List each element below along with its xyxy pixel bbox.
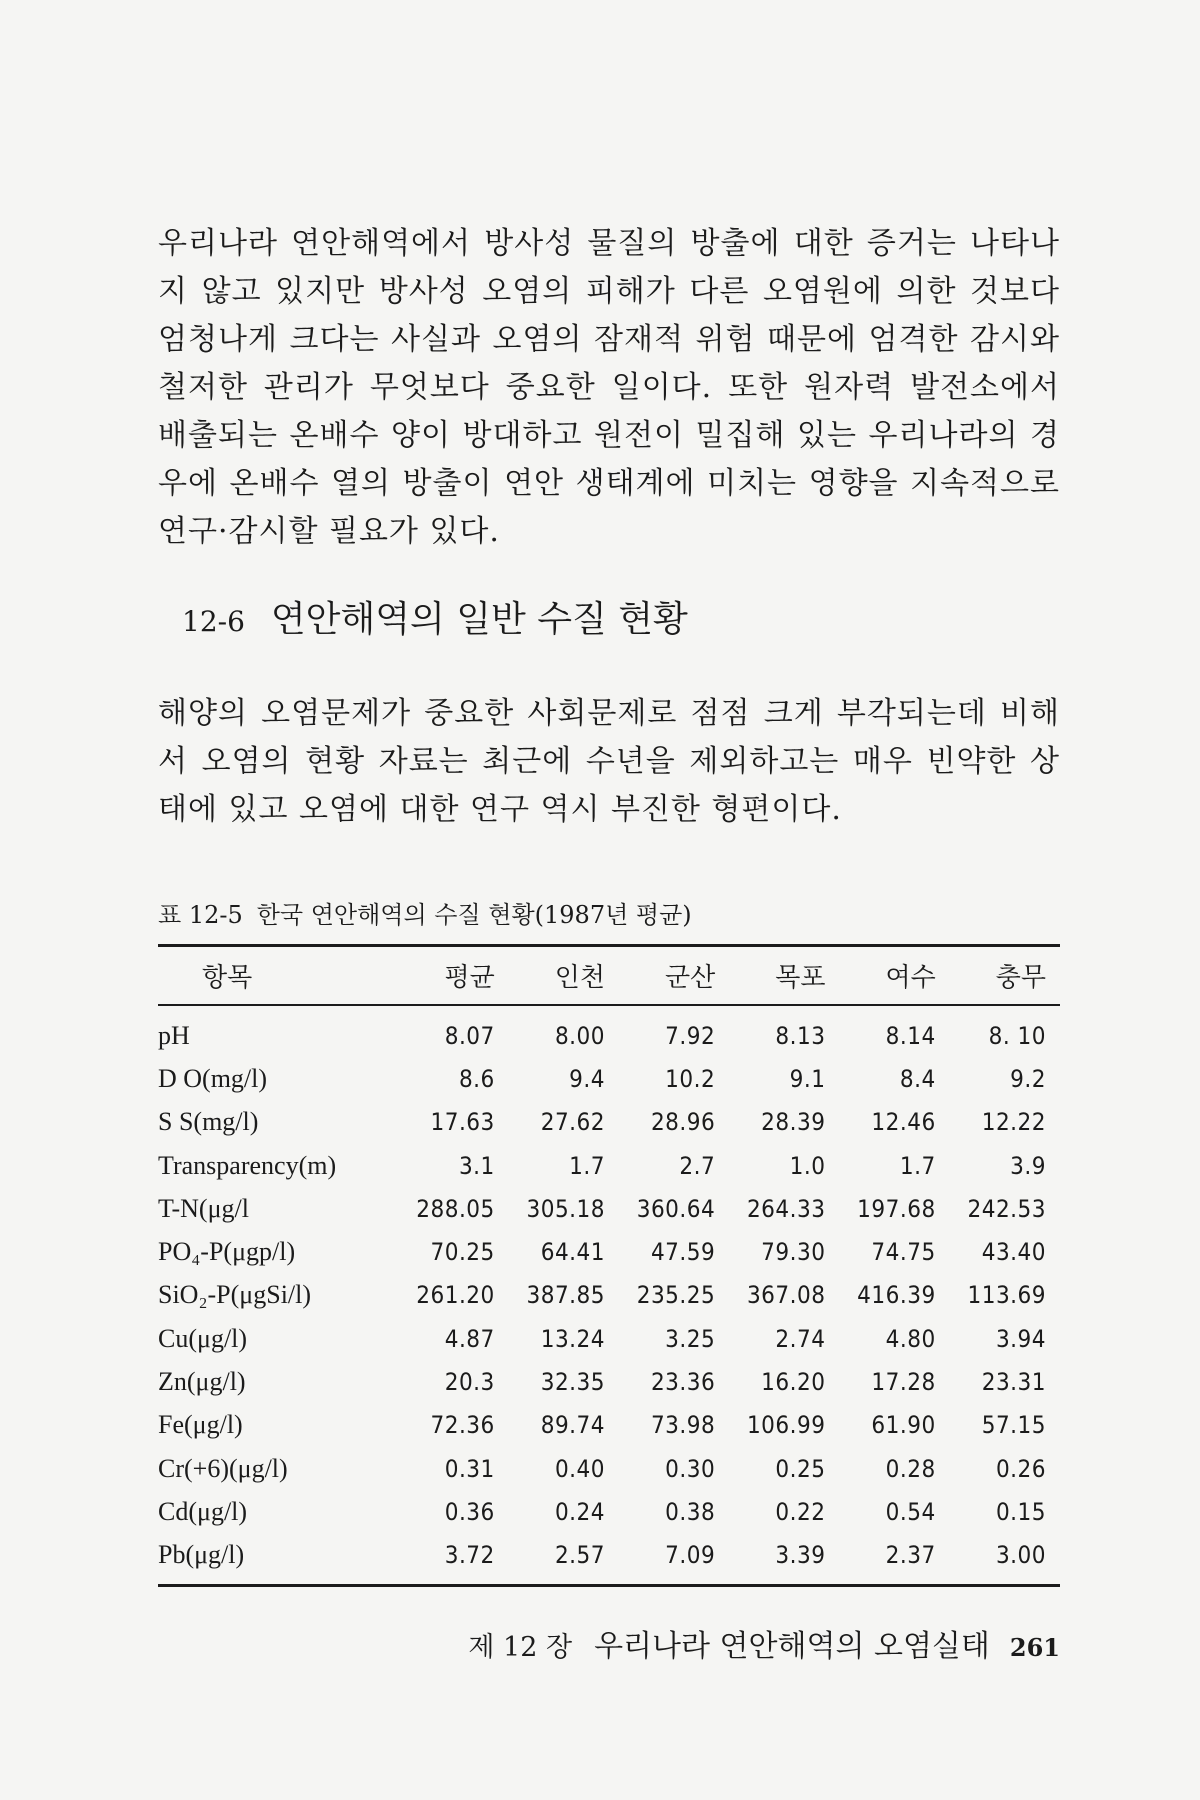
table-cell: 4.80 (885, 1324, 936, 1353)
table-cell: 0.36 (444, 1497, 495, 1526)
table-cell: 3.1 (458, 1151, 495, 1180)
table-cell: 79.30 (761, 1238, 826, 1267)
table-cell: 1.7 (899, 1151, 936, 1180)
table-row (158, 1101, 1060, 1144)
table-header-rule (158, 1004, 1060, 1006)
table-cell: 8.07 (444, 1021, 495, 1050)
table-row (158, 1230, 1060, 1273)
table-cell: 17.63 (430, 1108, 495, 1137)
table-cell: 2.7 (679, 1151, 716, 1180)
table-cell: 0.40 (554, 1454, 605, 1483)
table-cell: 9.4 (569, 1064, 605, 1093)
table-cell: 70.25 (430, 1238, 495, 1267)
table-row (158, 1144, 1060, 1187)
row-item-label: S S(mg/l) (158, 1107, 259, 1137)
table-cell: 0.31 (444, 1454, 495, 1483)
table-cell: 28.96 (650, 1108, 716, 1137)
table-cell: 387.85 (526, 1281, 605, 1310)
table-cell: 3.72 (444, 1541, 495, 1570)
row-item-label: Cr(+6)(μg/l) (158, 1453, 288, 1483)
table-header (158, 950, 1060, 1000)
table-cell: 23.31 (981, 1368, 1046, 1397)
table-header-row (158, 950, 1060, 1000)
table-cell: 242.53 (967, 1194, 1046, 1223)
intro-paragraph: 우리나라 연안해역에서 방사성 물질의 방출에 대한 증거는 나타나지 않고 있지만 방사성 오염의 피해가 다른 오염원에 의한 것보다 엄청나게 크다는 사실과 오염의 잠재적 위험 때문에 엄격한 감시와 철저한 관리가 무엇보다 중요한 일이다. 또한 원자력 발전소에서 배출되는 온배수 양이 방대하고 원전이 밀집해 있는 우리나라의 경우에 온배수 열의 방출이 연안 생태계에 미치는 영향을 지속적으로 연구·감시할 필요가 있다. (158, 226, 1060, 549)
section-title: 연안해역의 일반 수질 현황 (270, 599, 688, 640)
row-item-label: pH (158, 1020, 190, 1050)
header-column: 인천 (554, 962, 605, 992)
row-item-label: T-N(μg/l (158, 1193, 249, 1223)
table-row (158, 1404, 1060, 1447)
table-cell: 360.64 (636, 1194, 716, 1223)
table-cell: 61.90 (871, 1411, 936, 1440)
table-cell: 3.94 (995, 1324, 1046, 1353)
row-item-label: Cd(μg/l) (158, 1496, 248, 1526)
header-item: 항목 (202, 962, 253, 992)
table-cell: 4.87 (444, 1324, 495, 1353)
row-item-label: Cu(μg/l) (158, 1323, 248, 1353)
table-cell: 113.69 (967, 1281, 1046, 1310)
section-heading (182, 598, 688, 644)
table-cell: 9.1 (789, 1064, 826, 1093)
table-cell: 264.33 (746, 1194, 826, 1223)
table-row (158, 1187, 1060, 1230)
table-cell: 0.54 (885, 1497, 936, 1526)
header-column: 여수 (885, 962, 936, 992)
table-cell: 197.68 (857, 1194, 936, 1223)
table-row (158, 1317, 1060, 1360)
table-cell: 416.39 (857, 1281, 936, 1310)
table-cell: 16.20 (761, 1368, 826, 1397)
table-cell: 8. 10 (988, 1021, 1046, 1050)
table-row (158, 1014, 1060, 1057)
table-caption (158, 899, 706, 931)
row-item-label: Fe(μg/l) (158, 1410, 243, 1440)
table-cell: 47.59 (650, 1238, 716, 1267)
table-bottom-rule (158, 1584, 1060, 1587)
table-top-rule (158, 944, 1060, 947)
table-row (158, 1534, 1060, 1577)
table-cell: 8.4 (899, 1064, 936, 1093)
table-cell: 0.24 (554, 1497, 605, 1526)
table-cell: 28.39 (761, 1108, 826, 1137)
table-cell: 72.36 (430, 1411, 495, 1440)
table-cell: 288.05 (416, 1194, 495, 1223)
table-cell: 27.62 (540, 1108, 605, 1137)
table-cell: 74.75 (871, 1238, 936, 1267)
table-cell: 3.39 (775, 1541, 826, 1570)
table-cell: 0.28 (885, 1454, 936, 1483)
table-cell: 2.74 (775, 1324, 826, 1353)
table-cell: 43.40 (981, 1238, 1046, 1267)
table-cell: 0.26 (995, 1454, 1046, 1483)
row-item-label: SiO₂-P(μgSi/l) (158, 1280, 312, 1310)
water-quality-table (158, 1014, 1060, 1577)
section-paragraph: 해양의 오염문제가 중요한 사회문제로 점점 크게 부각되는데 비해서 오염의 현황 자료는 최근에 수년을 제외하고는 매우 빈약한 상태에 있고 오염에 대한 연구 역시 부진한 형편이다. (158, 696, 1060, 827)
table-cell: 0.15 (995, 1497, 1046, 1526)
header-column: 군산 (665, 962, 716, 992)
table-cell: 0.25 (775, 1454, 826, 1483)
table-cell: 0.22 (775, 1497, 826, 1526)
footer-title: 우리나라 연안해역의 오염실태 (594, 1629, 990, 1664)
row-item-label: D O(mg/l) (158, 1063, 268, 1093)
table-cell: 89.74 (540, 1411, 605, 1440)
table-cell: 7.09 (665, 1541, 716, 1570)
page-footer (468, 1627, 1060, 1668)
table-cell: 2.57 (554, 1541, 605, 1570)
table-cell: 12.46 (871, 1108, 936, 1137)
table-cell: 20.3 (444, 1368, 495, 1397)
table-cell: 235.25 (636, 1281, 716, 1310)
header-column: 충무 (995, 962, 1046, 992)
table-cell: 3.25 (665, 1324, 716, 1353)
table-cell: 0.38 (665, 1497, 716, 1526)
table-cell: 23.36 (650, 1368, 716, 1397)
table-cell: 64.41 (540, 1238, 605, 1267)
page-number: 261 (1009, 1633, 1060, 1662)
table-cell: 3.00 (995, 1541, 1046, 1570)
table-row (158, 1490, 1060, 1533)
table-cell: 7.92 (665, 1021, 716, 1050)
table-cell: 106.99 (746, 1411, 826, 1440)
table-cell: 9.2 (1010, 1064, 1046, 1093)
table-cell: 1.0 (789, 1151, 826, 1180)
table-label: 표 12-5 (158, 901, 243, 929)
row-item-label: PO₄-P(μgp/l) (158, 1237, 296, 1267)
table-row (158, 1360, 1060, 1403)
table-cell: 17.28 (871, 1368, 936, 1397)
table-cell: 73.98 (650, 1411, 716, 1440)
row-item-label: Zn(μg/l) (158, 1367, 246, 1397)
table-cell: 3.9 (1010, 1151, 1046, 1180)
header-column: 평균 (444, 962, 495, 992)
table-cell: 2.37 (885, 1541, 936, 1570)
table-cell: 8.6 (458, 1064, 495, 1093)
table-body (158, 1014, 1060, 1577)
table-cell: 32.35 (540, 1368, 605, 1397)
table-cell: 8.13 (775, 1021, 826, 1050)
table-row (158, 1447, 1060, 1490)
table-cell: 0.30 (665, 1454, 716, 1483)
table-cell: 12.22 (981, 1108, 1046, 1137)
table-cell: 8.14 (885, 1021, 936, 1050)
section-number: 12-6 (182, 605, 245, 638)
row-item-label: Pb(μg/l) (158, 1540, 245, 1570)
table-cell: 13.24 (540, 1324, 605, 1353)
table-cell: 1.7 (569, 1151, 605, 1180)
table-cell: 367.08 (746, 1281, 826, 1310)
table-row (158, 1274, 1060, 1317)
table-cell: 261.20 (416, 1281, 495, 1310)
table-cell: 57.15 (981, 1411, 1046, 1440)
table-caption-text: 한국 연안해역의 수질 현황(1987년 평균) (256, 901, 692, 929)
row-item-label: Transparency(m) (158, 1150, 337, 1180)
table-cell: 305.18 (526, 1194, 605, 1223)
header-column: 목포 (775, 962, 826, 992)
table-cell: 10.2 (665, 1064, 716, 1093)
table-row (158, 1057, 1060, 1100)
table-cell: 8.00 (554, 1021, 605, 1050)
footer-chapter: 제 12 장 (468, 1632, 573, 1663)
